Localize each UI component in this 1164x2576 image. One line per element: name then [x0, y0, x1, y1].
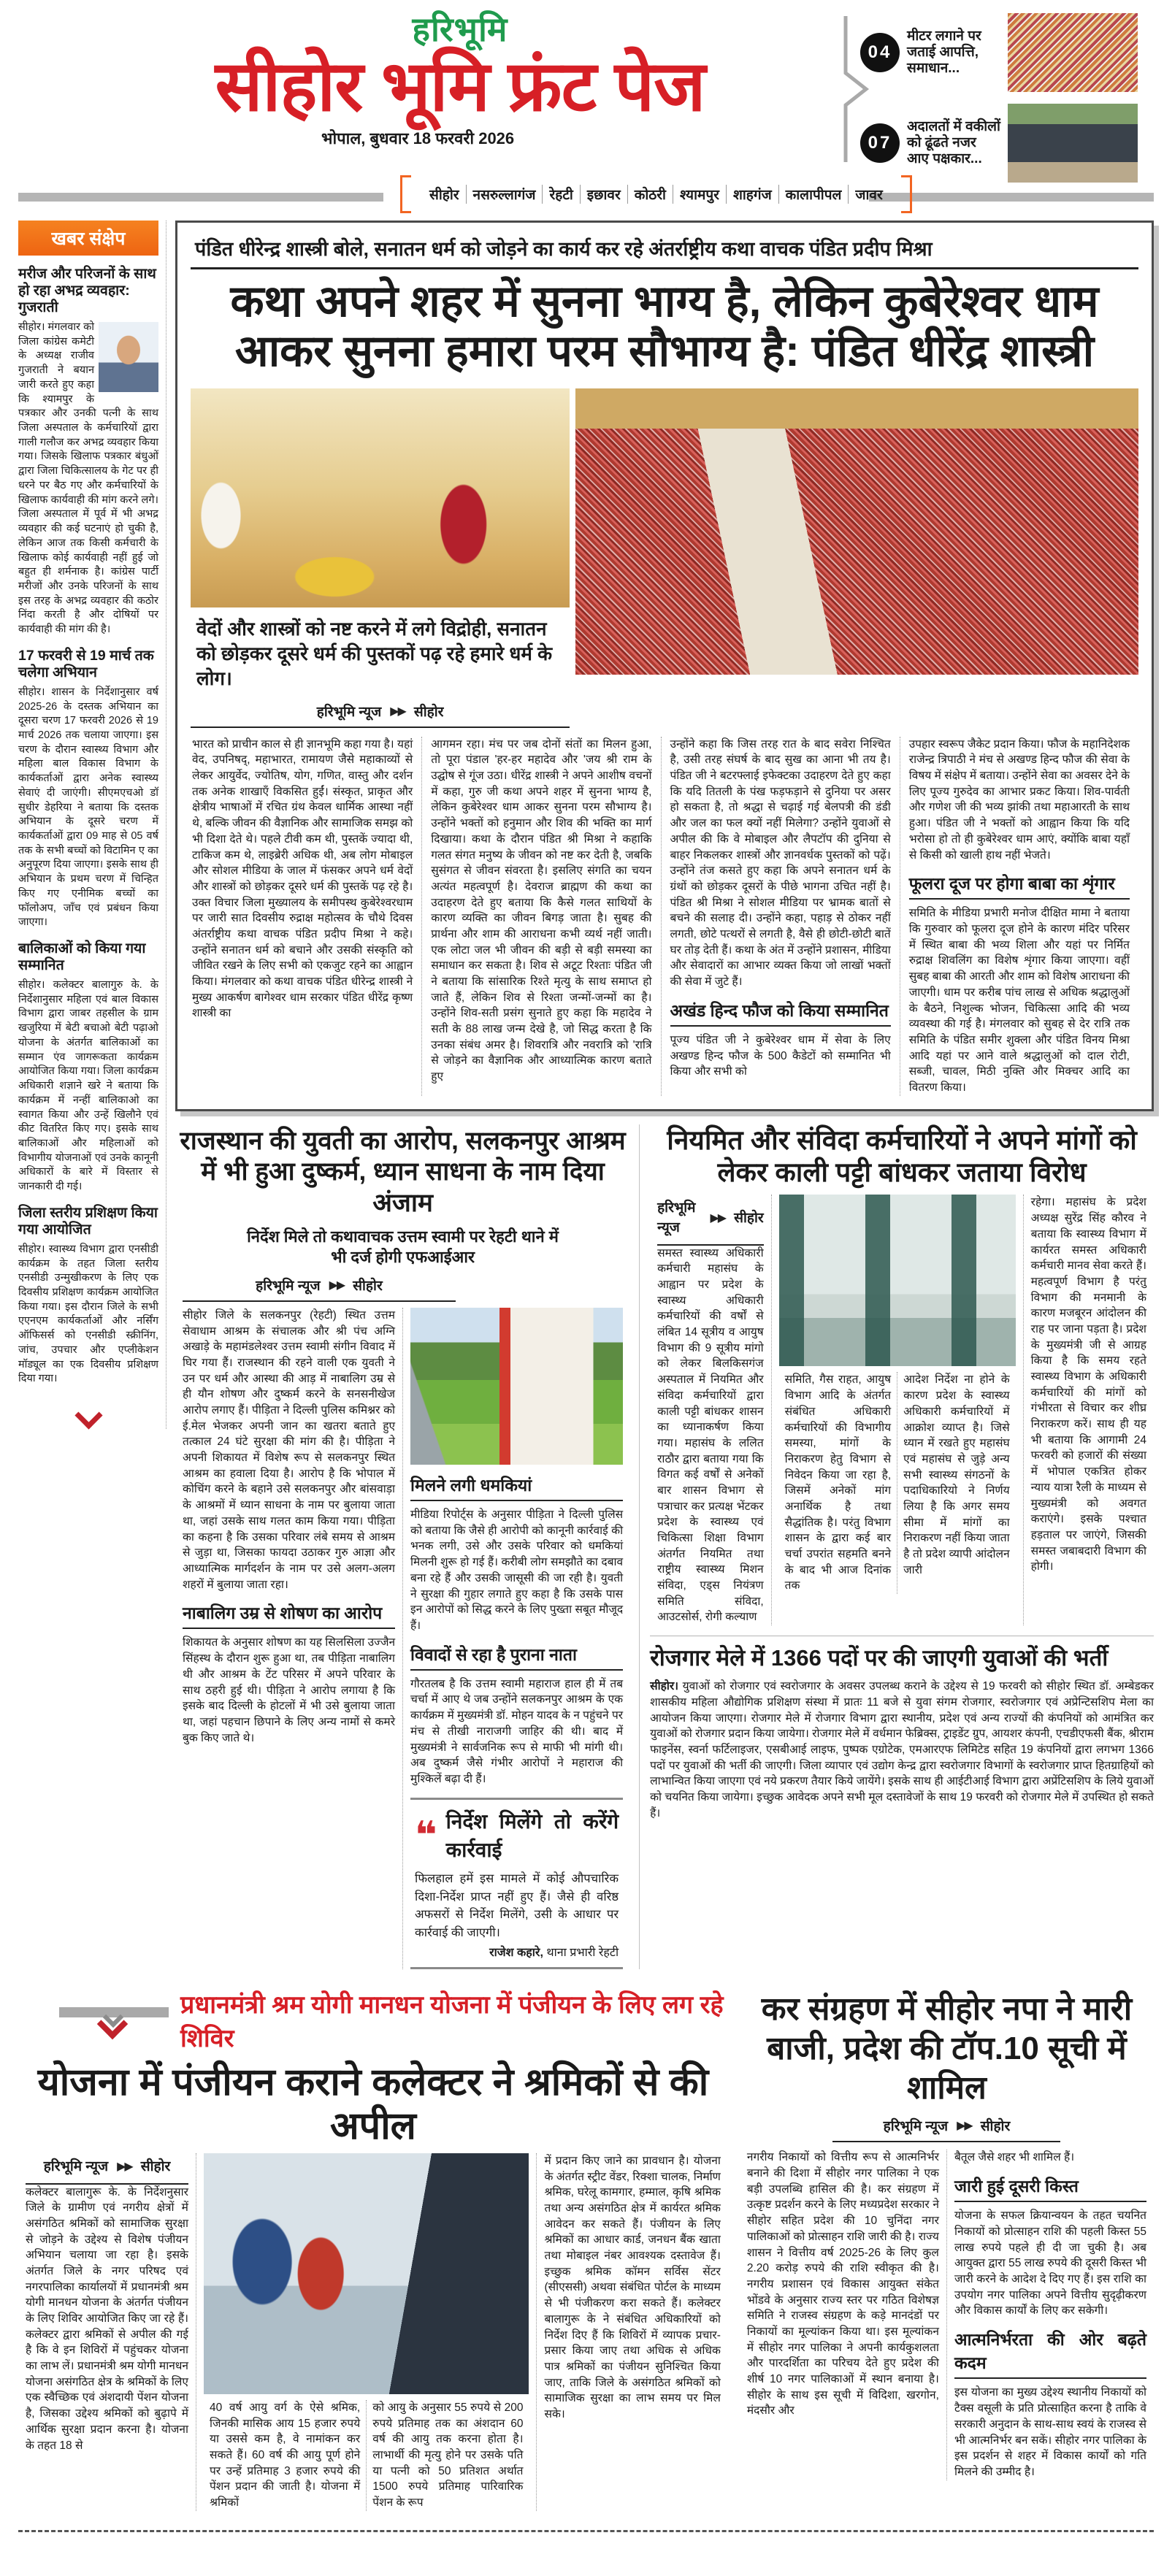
ashram-body-text: शिकायत के अनुसार शोषण का यह सिलसिला उज्जैन सिंहस्थ के दौरान शुरू हुआ था, तब पीड़िता नाबालिग थी और आश्रम के टेंट परिसर में अपने परिवार के साथ ठहरी हुई थी। पीड़िता ने आरोप लगाया है कि इसके बाद दिल्ली के होटलों में भी उसे बुलाया जाता था, जहां पहचान छिपाने के लिए अन्य नामों से कमरे बुक किए जाते थे। — [183, 1636, 396, 1744]
quote-author-role: थाना प्रभारी रेहटी — [546, 1946, 619, 1959]
shram-body-text: में प्रदान किए जाने का प्रावधान है। योजना के अंतर्गत स्ट्रीट वेंडर, रिक्शा चालक, निर्माण श्रमिक, घरेलू कामगार, हम्माल, कृषि श्रमिक तथा अन्य असंगठित क्षेत्र में कार्यरत श्रमिक आवेदन कर सकते हैं। पंजीयन के लिए श्रमिकों का आधार कार्ड, जनधन बैंक खाता तथा मोबाइल नंबर आवश्यक दस्तावेज हैं। इच्छुक श्रमिक कॉमन सर्विस सेंटर (सीएससी) अथवा संबंधित पोर्टल के माध्यम से भी पंजीकरण करा सकते हैं। कलेक्टर बालागुरू के ने संबंधित अधिकारियों को निर्देश दिए हैं कि शिविरों में व्यापक प्रचार-प्रसार किया जाए तथा अधिक से अधिक पात्र श्रमिकों का पंजीयन सुनिश्चित किया जाए, ताकि जिले के असंगठित श्रमिकों को सामाजिक सुरक्षा का लाभ समय पर मिल सके। — [544, 2154, 721, 2420]
byline-agency: हरिभूमि न्यूज — [316, 704, 382, 720]
lead-column-4 — [900, 737, 1138, 1096]
ashram-deck: निर्देश मिले तो कथावाचक उत्तम स्वामी पर रेहटी थाने में भी दर्ज होगी एफआईआर — [247, 1227, 559, 1267]
teaser-photo-lawyers — [1008, 104, 1138, 183]
shram-column-1 — [18, 2153, 196, 2511]
ashram-article — [175, 1124, 640, 1970]
byline-place: सीहोर — [734, 1210, 764, 1226]
lead-subhead-fauj: अखंड हिन्द फौज को किया सम्मानित — [670, 999, 891, 1027]
shram-strip-headline: प्रधानमंत्री श्रम योगी मानधन योजना में पंजीयन के लिए लग रहे शिविर — [180, 1991, 724, 2053]
lead-column-2 — [421, 737, 660, 1096]
byline-arrows-icon: ▶▶ — [390, 705, 405, 718]
tax-body-text: योजना के सफल क्रियान्वयन के तहत चयनित निकायों को प्रोत्साहन राशि की पहली किस्त 55 लाख रुपये पहले ही दी जा चुकी है। अब आयुक्त द्वारा 55 लाख रुपये की दूसरी किस्त भी जारी करने के आदेश दे दिए गए हैं। इस राशि का उपयोग नगर पालिका अपने वित्तीय सुदृढ़ीकरण और विकास कार्यों के लिए कर सकेगी। — [954, 2209, 1146, 2318]
shram-article — [18, 1987, 728, 2510]
quote-bubbles-icon: ❝ — [415, 1814, 437, 1857]
haribhoomi-mark-icon — [59, 2004, 169, 2036]
lead-subhead-shringar: फूलरा दूज पर होगा बाबा का शृंगार — [909, 872, 1130, 900]
lead-column-3 — [661, 737, 900, 1096]
protest-column-3 — [897, 1372, 1015, 1594]
haribhoomi-mark-icon — [66, 1406, 110, 1429]
bracket-left-icon — [400, 175, 411, 213]
protest-body-text: समिति, गैस राहत, आयुष विभाग आदि के अंतर्गत संबंधित अधिकारी कर्मचारियों की विभागीय समस्या, मांगों के निराकरण हेतु विभाग से निवेदन किया जा रहा है, जिसमें अनेकों मांग अनार्थिक है तथा सैद्धांतिक है। परंतु विभाग शासन के द्वारा कई बार चर्चा उपरांत सहमति बनने के बाद भी आज दिनांक तक — [784, 1373, 892, 1592]
city-item: जावर — [848, 185, 889, 204]
lead-body-text: उपहार स्वरूप जैकेट प्रदान किया। फौज के महानिदेशक राजेन्द्र त्रिपाठी ने मंच से अखण्ड हिन्द फौज की सेवा के विषय में संक्षेप में बताया। उन्होंने सेवा का अवसर देने के लिए पूज्य गुरुदेव का आभार प्रकट किया। शिव-पार्वती और गणेश जी की भव्य झांकी तथा महाआरती के साथ हुआ। पंडित जी ने भक्तों को आह्वान किया कि यदि भरोसा हो तो ही कुबेरेश्वर धाम आएं, क्योंकि बाबा यहाँ से किसी को खाली हाथ नहीं भेजते। — [908, 737, 1130, 862]
city-item: नसरुल्लागंज — [466, 185, 543, 204]
edition-dateline: भोपाल, बुधवार 18 फरवरी 2026 — [321, 129, 515, 147]
ashram-body-text: गौरतलब है कि उत्तम स्वामी महाराज हाल ही में तब चर्चा में आए थे जब उन्होंने सलकनपुर आश्रम के एक कार्यक्रम में मुख्यमंत्री डॉ. मोहन यादव के न पहुंचने पर मंच से तीखी नाराजगी जाहिर की थी। बाद में मुख्यमंत्री ने सार्वजनिक रूप से माफी भी मांगी थी। अब दुष्कर्म जैसे गंभीर आरोपों ने महाराज की मुश्किलें बढ़ा दी हैं। — [410, 1677, 624, 1785]
protest-body-text: आदेश निर्देश ना होने के कारण प्रदेश के स्वास्थ्य अधिकारी कर्मचारियों में आक्रोश व्याप्त है। जिसे ध्यान में रखते हुए महासंघ एवं महासंघ से जुड़े अन्य सभी स्वास्थ्य संगठनों के पदाधिकारियो ने निर्णय लिया है कि अगर समय सीमा में मांगों का निराकरण नहीं किया जाता है तो प्रदेश व्यापी आंदोलन जारी — [903, 1373, 1010, 1576]
brand-block — [157, 6, 763, 149]
brief-title: बालिकाओं को किया गया सम्मानित — [18, 940, 146, 974]
byline-agency: हरिभूमि न्यूज — [43, 2158, 109, 2174]
city-item: श्यामपुर — [673, 185, 726, 204]
byline-arrows-icon: ▶▶ — [710, 1211, 726, 1224]
jobfair-article — [650, 1636, 1154, 1821]
brief-item — [18, 266, 158, 637]
teaser-item — [860, 104, 1152, 183]
page-teasers — [860, 13, 1152, 194]
quote-text: फिलहाल हमें इस मामले में कोई औपचारिक दिशा-निर्देश प्राप्त नहीं हुए हैं। जैसे ही वरिष्ठ अफसरों से निर्देश मिलेंगे, उसी के आधार पर कार्रवाई की जाएगी। — [415, 1871, 619, 1940]
byline — [832, 2112, 1060, 2142]
shram-camp-photo — [204, 2153, 529, 2394]
ashram-column-2 — [402, 1308, 630, 1969]
page-number-badge: 04 — [860, 33, 900, 72]
brief-body: सीहोर। कलेक्टर बालागुरु के. के निर्देशानुसार महिला एवं बाल विकास विभाग द्वारा जाबर तहसील के ग्राम खजुरिया में बेटी बचाओ बेटी पढ़ाओ योजना के अंतर्गत बालिकाओं का सम्मान एंव जागरूकता कार्यक्रम आयोजित किया गया। जिला कार्यक्रम अधिकारी शज्ञाने खरे ने बताया कि कार्यक्रम में नन्हीं बालिकाओ का स्वागत किया और उन्हें खिलौने एवं कीट वितरित किए गए। इसके साथ बालिकाओं और महिलाओं को विभागीय योजनाओं एवं उनके कानूनी अधिकारों के बारे में विस्तार से जानकारी दी गई। — [18, 979, 158, 1193]
brief-title: मरीज और परिजनों के साथ हो रहा अभद्र व्यवहार: गुजराती — [18, 266, 156, 315]
city-list — [418, 185, 894, 204]
lead-article — [175, 221, 1154, 1111]
byline — [26, 2153, 188, 2185]
portrait-photo — [99, 322, 158, 392]
protest-column-middle — [771, 1195, 1023, 1625]
shram-column-3 — [366, 2400, 529, 2511]
lead-stage-photo — [191, 388, 570, 607]
tax-column-1 — [740, 2150, 946, 2480]
bracket-right-icon — [901, 175, 912, 213]
shram-headline: योजना में पंजीयन कराने कलेक्टर ने श्रमिकों से की अपील — [37, 2061, 709, 2148]
official-quote-box — [410, 1798, 623, 1970]
news-brief-sidebar — [18, 221, 166, 1429]
jobfair-body-text: युवाओं को रोजगार एवं स्वरोजगार के अवसर उपलब्ध कराने के उद्देश्य से 19 फरवरी को सीहोर स्थित डॉ. अम्बेडकर शासकीय महिला औद्योगिक प्रशिक्षण संस्था में प्रातः 11 बजे से युवा संगम रोजगार, स्वरोजगार एवं अप्रेन्टिसशिप मेला का आयोजन किया जाएगा। रोजगार मेले में रोजगार विभाग द्वारा स्थानीय, प्रदेश एवं अन्य राज्यों की कंपनियों को आमंत्रित कर युवाओं को रोजगार प्रदान किया जायेगा। रोजगार मेले में वर्धमान फेब्रिक्स, ट्राइडेंट ग्रुप, आयशर कंपनी, एचडीएफसी बैंक, श्रीराम फाइनेंस, स्वर्ना फर्टिलाइजर, एसबीआई लाइफ, पुष्पक एग्रोटेक, एमआरएफ लिमिटेड सहित 19 कंपनियों द्वारा लगभग 1366 पदों पर युवाओं की भर्ती की जाएगी। जिला व्यापार एवं उद्योग केन्द्र द्वारा स्वरोजगार विभागों के स्वरोजगार प्राप्त हितग्राहियों को लाभान्वित किया जाएगा एवं नये प्रकरण तैयार किये जायेंगे। इसके साथ ही आईटीआई विभाग द्वारा अप्रेंटिसशिप के लिये युवाओं को चयनित किया जायेगा। इच्छुक आवेदक अपने सभी मूल दस्तावेजों के साथ 19 फरवरी को रोजगार मेले में उपस्थित हो सकते हैं। — [650, 1680, 1154, 1820]
tax-body-text: इस योजना का मुख्य उद्देश्य स्थानीय निकायों को टैक्स वसूली के प्रति प्रोत्साहित करना है ताकि वे सरकारी अनुदान के साथ-साथ स्वयं के राजस्व से भी आत्मनिर्भर बन सकें। सीहोर नगर पालिका के इस प्रदर्शन से शहर में विकास कार्यों को गति मिलने की उम्मीद है। — [954, 2386, 1146, 2478]
byline — [191, 697, 570, 728]
ashram-subhead-1: नाबालिग उम्र से शोषण का आरोप — [183, 1601, 395, 1629]
tax-body-text: नगरीय निकायों को वित्तीय रूप से आत्मनिर्भर बनाने की दिशा में सीहोर नगर पालिका ने एक बड़ी उपलब्धि हासिल की है। कर संग्रहण में उत्कृष्ट प्रदर्शन करने के लिए मध्यप्रदेश सरकार ने सीहोर सहित प्रदेश की 10 चुनिंदा नगर पालिकाओं को प्रोत्साहन राशि जारी की है। राज्य शासन ने वित्तीय वर्ष 2025-26 के लिए कुल 2.20 करोड़ रुपये की राशि स्वीकृत की है। नगरीय प्रशासन एवं विकास आयुक्त संकेत भोंडवे के अनुसार राज्य स्तर पर गठित विशेषज्ञ समिति ने राजस्व संग्रहण के कड़े मानदंडों पर निकायों का मूल्यांकन किया था। इस मूल्यांकन में सीहोर नगर पालिका ने अपनी कार्यकुशलता और पारदर्शिता का परिचय देते हुए प्रदेश की शीर्ष 10 नगर पालिकाओं में स्थान बनाया है। सीहोर के साथ इस सूची में विदिशा, खरगोन, मंदसौर और — [746, 2151, 939, 2418]
lead-body-text: भारत को प्राचीन काल से ही ज्ञानभूमि कहा गया है। यहां वेद, उपनिषद्, महाभारत, रामायण जैसे महाकाव्यों से लेकर आयुर्वेद, ज्योतिष, योग, गणित, वास्तु और दर्शन तक अनेक शाखाएँ विकसित हुईं। संस्कृत, प्राकृत और क्षेत्रीय भाषाओं में रचित ग्रंथ केवल धार्मिक आस्था नहीं थे, बल्कि जीवन की वैज्ञानिक और सामाजिक समझ को भी दिशा देते थे। पहले टीवी कम थी, पुस्तकें ज्यादा थी, टाकिज कम थे, लाइब्रेरी अधिक थी, अब लोग मोबाइल और सोशल मीडिया के जाल में फंसकर अपने धर्म वेदों और शास्त्रों को छोड़कर दूसरे धर्म की पुस्तकें पढ़ रहे है। उक्त विचार जिला मुख्यालय के समीपस्थ कुबेरेश्वरधाम पर जारी सात दिवसीय रुद्राक्ष महोत्सव के चौथे दिवस अंतर्राष्ट्रीय कथा वाचक पंडित प्रदीप मिश्रा ने कहे। उन्होंने सनातन धर्म को बचाने और उसकी संस्कृति को जीवित रखने के लिए सभी को एकजुट रहने का आह्वान किया। मंगलवार को कथा वाचक पंडित धीरेन्द्र शास्त्री ने मुख्य आकर्षण बागेश्वर धाम सरकार पंडित धीरेंद्र कृष्ण शास्त्री का — [192, 737, 413, 1020]
bottom-dashed-divider — [18, 2530, 1154, 2576]
quote-title: निर्देश मिलेंगे तो करेंगे कार्रवाई — [445, 1809, 619, 1861]
protest-column-4 — [1023, 1195, 1154, 1625]
lead-body-text: पूज्य पंडित जी ने कुबेरेश्वर धाम में सेवा के लिए अखण्ड हिन्द फौज के 500 कैडेटों को सम्मानित भी किया और सभी को — [670, 1033, 891, 1078]
protest-article — [650, 1124, 1154, 1625]
teaser-item — [860, 13, 1152, 92]
byline-place: सीहोर — [413, 704, 444, 720]
shram-column-4 — [536, 2153, 727, 2511]
lead-headline: कथा अपने शहर में सुनना भाग्य है, लेकिन कुबेरेश्वर धाम आकर सुनना हमारा परम सौभाग्य है: पंडित धीरेंद्र शास्त्री — [230, 277, 1099, 376]
brief-title: 17 फरवरी से 19 मार्च तक चलेगा अभियान — [18, 647, 154, 681]
masthead — [0, 0, 1164, 175]
byline — [657, 1195, 764, 1245]
tax-body-text: बैतूल जैसे शहर भी शामिल हैं। — [954, 2151, 1075, 2164]
shram-column-2 — [204, 2400, 366, 2511]
shram-body-text: को आयु के अनुसार 55 रुपये से 200 रुपये प्रतिमाह तक का अंशदान 60 वर्ष की आयु तक करना होता है। लाभार्थी की मृत्यु होने पर उसके पति या पत्नी को 50 प्रतिशत अर्थात 1500 रुपये प्रतिमाह पारिवारिक पेंशन के रूप — [372, 2401, 524, 2510]
quote-author: राजेश कहारे, — [489, 1946, 543, 1959]
tax-article — [740, 1987, 1154, 2510]
ashram-headline: राजस्थान की युवती का आरोप, सलकनपुर आश्रम में भी हुआ दुष्कर्म, ध्यान साधना के नाम दिया अंजाम — [180, 1126, 626, 1218]
brief-item — [18, 940, 158, 1195]
byline-place: सीहोर — [140, 2158, 171, 2174]
byline-agency: हरिभूमि न्यूज — [883, 2119, 949, 2135]
lead-crowd-photo — [575, 388, 1138, 675]
jobfair-body — [650, 1679, 1154, 1821]
ashram-photo — [410, 1308, 623, 1465]
byline-agency: हरिभूमि न्यूज — [256, 1278, 321, 1294]
city-item: शाहगंज — [726, 185, 778, 204]
byline-place: सीहोर — [980, 2119, 1011, 2135]
jobfair-headline: रोजगार मेले में 1366 पदों पर की जाएगी युवाओं की भर्ती — [650, 1645, 1109, 1671]
protest-headline: नियमित और संविदा कर्मचारियों ने अपने मांगों को लेकर काली पट्टी बांधकर जताया विरोध — [667, 1124, 1137, 1188]
byline-place: सीहोर — [353, 1278, 383, 1294]
lead-body-text: आगमन रहा। मंच पर जब दोनों संतों का मिलन हुआ, तो पूरा पंडाल 'हर-हर महादेव और 'जय श्री राम के उद्घोष से गूंज उठा। धीरेंद्र शास्त्री ने अपने आशीष वचनों में कहा, गुरु जी कथा अपने शहर में सुनना भाग्य है, लेकिन कुबेरेश्वर धाम आकर सुनना परम सौभाग्य है। उन्होंने भक्तों को हनुमान और शिव की भक्ति का मार्ग दिखाया। कथा के दौरान पंडित श्री मिश्रा ने कहाकि गलत संगत मनुष्य के जीवन को नष्ट कर देती है, जबकि सुसंगत से जीवन संवरता है। इसलिए संगति का चयन अत्यंत महत्वपूर्ण है। देवराज ब्राह्मण की कथा का उदाहरण देते हुए बताया कि कैसे गलत साथियों के कारण व्यक्ति का जीवन बिगड़ जाता है। सुबह की प्रार्थना और शाम की आराधना कभी व्यर्थ नहीं जाती। एक लोटा जल भी जीवन की बड़ी से बड़ी समस्या का समाधान कर सकता है। शिव से अटूट रिश्ताः पंडित जी ने बताया कि सांसारिक रिश्ते मृत्यु के साथ समाप्त हो जाते हैं, लेकिन शिव से रिश्ता जन्मों-जन्मों का है। उन्होंने शिव-सती प्रसंग सुनाते हुए कहा कि महादेव ने सती के 88 लाख जन्म देखे है, जो सिद्ध करता है कि उनका संबंध अमर है। शिवरात्रि और नवरात्रि को 'रात्रि से जोड़ने का वैज्ञानिक और आध्यात्मिक कारण बताते हुए — [431, 737, 652, 1084]
brief-body: सीहोर। स्वास्थ्य विभाग द्वारा एनसीडी कार्यक्रम के तहत जिला स्तरीय एनसीडी उन्मुखीकरण के लिए एक दिवसीय प्रशिक्षण कार्यक्रम आयोजित किया गया। इस दौरान जिले के सभी एएनएम कार्यकर्ताओं और नर्सिंग ऑफिसर्स को एनसीडी स्क्रीनिंग, जांच, उपचार और एप्लीकेशन मॉड्यूल का एक दिवसीय प्रशिक्षण दिया गया। — [18, 1243, 158, 1385]
brief-body: सीहोर। मंगलवार को जिला कांग्रेस कमेटी के अध्यक्ष राजीव गुजराती ने बयान जारी करते हुए कहा कि श्यामपुर के पत्रकार और उनकी पत्नी के साथ जिला अस्पताल के कर्मचारियों द्वारा गाली गलौज कर अभद्र व्यवहार किया गया। जिसके खिलाफ पत्रकार बंधुओं द्वारा जिला चिकित्सालय के गेट पर ही धरने पर बैठ गए और कर्मचारियों के खिलाफ कार्यवाही की मांग करने लगे। जिला अस्पताल में पूर्व में भी अभद्र व्यवहार की कई घटनाएं हो चुकी है, लेकिन आज तक किसी कर्मचारी के खिलाफ कोई कार्यवाही नहीं हुई जो बहुत ही शर्मनाक है। कांग्रेस पार्टी मरीजों और उनके परिजनों के साथ इस तरह के अभद्र व्यवहार की कठोर निंदा करती है और दोषियों पर कार्यवाही की मांग की है। — [18, 321, 158, 636]
brief-title: जिला स्तरीय प्रशिक्षण किया गया आयोजित — [18, 1204, 158, 1238]
teaser-photo-protest — [1008, 13, 1138, 92]
lead-column-1 — [191, 737, 421, 1096]
protest-group-photo — [779, 1195, 1016, 1366]
byline-arrows-icon: ▶▶ — [117, 2161, 132, 2174]
teaser-text: मीटर लगाने पर जताई आपत्ति, समाधान... — [907, 28, 981, 76]
tax-headline: कर संग्रहण में सीहोर नपा ने मारी बाजी, प्रदेश की टॉप.10 सूची में शामिल — [761, 1991, 1133, 2106]
tax-column-2 — [946, 2150, 1154, 2480]
brand-logo: हरिभूमि — [412, 10, 508, 48]
ashram-subhead-3: विवादों से रहा है पुराना नाता — [410, 1643, 623, 1671]
lead-deck: वेदों और शास्त्रों को नष्ट करने में लगे विद्रोही, सनातन को छोड़कर दूसरे धर्म की पुस्तकों पढ़ रहे हमारे धर्म के लोग। — [196, 617, 553, 690]
city-item: कालापीपल — [778, 185, 849, 204]
city-item: कोठरी — [627, 185, 673, 204]
page-number-badge: 07 — [860, 123, 900, 163]
region-navbar — [0, 175, 1164, 216]
ashram-column-1 — [175, 1308, 402, 1969]
ashram-body-text: मीडिया रिपोर्ट्स के अनुसार पीड़िता ने दिल्ली पुलिस को बताया कि जैसे ही आरोपी को कानूनी कार्रवाई की भनक लगी, उसे और उसके परिवार को धमकियां मिलनी शुरू हो गई हैं। करीबी लोग समझौते का दबाव बना रहे हैं और उसकी जासूसी की जा रही है। युवती ने सुरक्षा की गुहार लगाते हुए कहा है कि उसके पास इन आरोपों को सिद्ध करने के लिए पुख्ता सबूत मौजूद हैं। — [410, 1509, 624, 1632]
lead-kicker: पंडित धीरेन्द्र शास्त्री बोले, सनातन धर्म को जोड़ने का कार्य कर रहे अंतर्राष्ट्रीय कथा वाचक पंडित प्रदीप मिश्रा — [191, 233, 1138, 269]
byline-arrows-icon: ▶▶ — [329, 1279, 345, 1292]
sidebar-header: खबर संक्षेप — [18, 221, 158, 256]
city-item: रेहटी — [542, 185, 579, 204]
teaser-text: अदालतों में वकीलों को ढूंढते नजर आए पक्षकार... — [907, 119, 1000, 166]
divider-bar — [18, 193, 383, 202]
page-title: सीहोर भूमि फ्रंट पेज — [215, 47, 705, 126]
city-item: सीहोर — [429, 188, 459, 203]
teaser-rail-icon — [841, 16, 870, 162]
byline — [183, 1271, 456, 1302]
protest-body-text: रहेगा। महासंघ के प्रदेश अध्यक्ष सुरेंद्र सिंह कौरव ने बताया कि स्वास्थ्य विभाग में कार्यरत समस्त अधिकारी कर्मचारी मानव सेवा करते हैं। महत्वपूर्ण विभाग है परंतु विभाग की मनमानी के कारण मजबूरन आंदोलन की राह पर जाना पड़ता है। प्रदेश के मुख्यमंत्री जी से आग्रह किया है कि समय रहते स्वास्थ्य विभाग के अधिकारी कर्मचारियों की मांगों को गंभीरता से विचार कर शीघ्र निराकरण करें। साथ ही यह भी बताया कि आगामी 24 फरवरी को हजारों की संख्या में भोपाल एकत्रित होकर न्याय यात्रा रैली के माध्यम से मुख्यमंत्री को अवगत कराएंगे। इसके पश्चात हड़ताल पर जाएंगे, जिसकी समस्त जबाबदारी विभाग की होगी। — [1030, 1196, 1146, 1573]
tax-subhead-2: आत्मनिर्भरता की ओर बढ़ते कदम — [954, 2328, 1146, 2379]
shram-body-text: 40 वर्ष आयु वर्ग के ऐसे श्रमिक, जिनकी मासिक आय 15 हजार रुपये या उससे कम है, वे नामांकन कर सकते हैं। 60 वर्ष की आयु पूर्ण होने पर उन्हें प्रतिमाह 3 हजार रुपये की पेंशन प्रदान की जाती है। योजना में श्रमिकों — [209, 2401, 361, 2510]
brief-item — [18, 648, 158, 930]
shram-column-middle — [196, 2153, 537, 2511]
protest-column-1 — [650, 1195, 771, 1625]
jobfair-dateline: सीहोर। — [650, 1680, 679, 1693]
shram-body-text: कलेक्टर बालागुरू के. के निर्देशनुसार जिले के ग्रामीण एवं नगरीय क्षेत्रों में असंगठित श्रमिकों को सामाजिक सुरक्षा से जोड़ने के उद्देश्य से विशेष पंजीयन अभियान चलाया जा रहा है। इसके अंतर्गत जिले के नगर परिषद एवं नगरपालिका कार्यालयों में प्रधानमंत्री श्रम योगी मानधन योजना के अंतर्गत पंजीयन के लिए शिविर आयोजित किए जा रहे हैं। कलेक्टर द्वारा श्रमिकों से अपील की गई है कि वे इन शिविरों में पहुंचकर योजना का लाभ लें। प्रधानमंत्री श्रम योगी मानधन योजना असंगठित क्षेत्र के श्रमिकों के लिए एक स्वैच्छिक एवं अंशदायी पेंशन योजना है, जिसका उद्देश्य श्रमिकों को बुढ़ापे में आर्थिक सुरक्षा प्रदान करना है। योजना के तहत 18 से — [26, 2185, 188, 2452]
protest-column-2 — [779, 1372, 897, 1594]
ashram-body-text: सीहोर जिले के सलकनपुर (रेहटी) स्थित उत्तम सेवाधाम आश्रम के संचालक और श्री पंच अग्नि अखाड़े के महामंडलेश्वर उत्तम स्वामी संगीन विवाद में घिर गया हैं। राजस्थान की रहने वाली एक युवती ने उन पर धर्म और आस्था की आड़ में नाबालिग उम्र से ही यौन शोषण और दुष्कर्म करने के सनसनीखेज आरोप लगाए हैं। पीड़िता ने दिल्ली पुलिस कमिश्नर को ई.मेल भेजकर अपनी जान का खतरा बताते हुए तत्काल 24 घंटे सुरक्षा की मांग की है। पीड़िता ने अपनी शिकायत में विशेष रूप से सलकनपुर स्थित आश्रम का हवाला दिया है। आरोप है कि भोपाल में कोचिंग करने के बहाने उसे सलकनपुर और बांसवाड़ा के आश्रमों में ध्यान साधना के नाम पर बुलाया जाता था, जहां उसके साथ गलत काम किया गया। पीड़िता का कहना है कि उसका परिवार लंबे समय से आश्रम से जुड़ा था, जिसका फायदा उठाकर गुरु आज्ञा और आध्यात्मिक मार्गदर्शन के नाम पर उसे अलग-अलग शहरों में बुलाया जाता रहा। — [183, 1308, 396, 1591]
brief-body: सीहोर। शासन के निर्देशानुसार वर्ष 2025-26 के दस्तक अभियान का दूसरा चरण 17 फरवरी 2026 से 19 मार्च 2026 तक चलाया जाएगा। इस चरण के दौरान स्वास्थ्य विभाग और महिला बाल विकास विभाग के कार्यकर्ताओं द्वारा अनेक स्वास्थ्य सेवाएं दी जाएंगी। सीएमएचओ डॉ सुधीर डेहरिया ने बताया कि दस्तक अभियान के दूसरे चरण में कार्यकर्ताओं द्वारा 09 माह से 05 वर्ष तक के सभी बच्चों को विटामिन ए का अनुपूरण दिया जाएगा। इसके साथ ही अभियान के प्रथम चरण में चिन्हित किए गए एनीमिक बच्चों का फॉलोअप, जाँच एवं प्रबंधन किया जाएगा। — [18, 686, 158, 929]
byline-arrows-icon: ▶▶ — [957, 2120, 972, 2133]
byline-agency: हरिभूमि न्यूज — [657, 1200, 696, 1236]
lead-body-text: समिति के मीडिया प्रभारी मनोज दीक्षित मामा ने बताया कि गुरुवार को फूलरा दूज होने के कारण मंदिर परिसर में स्थित बाबा की भव्य शिला और यहां पर निर्मित रुद्राक्ष शिवलिंग का विशेष शृंगार किया जाएगा। वहीं सुबह बाबा की आरती और शाम को विशेष आराधना की जाएगी। धाम पर करीब पांच लाख से अधिक श्रद्धालुओं के बैठने, निशुल्क भोजन, चिकित्सा आदि की भव्य व्यवस्था की गई है। मंगलवार को सुबह से देर रात्रि तक समिति के पंडित समीर शुक्ला और पंडित विनय मिश्रा आदि यहां पर आने वाले श्रद्धालुओं को दाल रोटी, सब्जी, चावल, मिठी नुक्ति और मिक्चर आदि का वितरण किया। — [908, 907, 1130, 1094]
brief-item — [18, 1205, 158, 1387]
lead-body-text: उन्होंने कहा कि जिस तरह रात के बाद सवेरा निश्चित है, उसी तरह संघर्ष के बाद सुख का आना भी तय है। पंडित जी ने बटरफ्लाई इफेक्टका उदाहरण देते हुए कहा कि यदि तितली के पंख फड़फड़ाने से दुनिया पर असर हो सकता है, तो श्रद्धा से चढ़ाई गई बेलपत्री की डंडी और जल का फल क्यों नहीं मिलेगा? उन्होंने युवाओं से अपील की कि वे मोबाइल और लैपटॉप की दुनिया से बाहर निकलकर शास्त्रों और ज्ञानवर्धक पुस्तकों को पढ़ें। उन्होंने तंज कसते हुए कहा कि अपने सनातन धर्म के ग्रंथों को छोड़कर दूसरों के पीछे भागना उचित नहीं है। पंडित श्री मिश्रा ने सोशल मीडिया पर भ्रामक बातों से बचने की सलाह दी। उन्होंने कहा, पहाड़ से ठोकर नहीं लगती, छोटे पत्थरों से लगती है, वैसे ही छोटी-छोटी बातें घर तोड़ देती हैं। कथा के अंत में उन्होंने प्रशासन, मीडिया और सेवादारों का आभार व्यक्त किया जो लाखों भक्तों की सेवा में जुटे हैं। — [670, 737, 891, 989]
protest-body-text: समस्त स्वास्थ्य अधिकारी कर्मचारी महासंघ के आह्वान पर प्रदेश के स्वास्थ्य अधिकारी कर्मचारियों की वर्षों से लंबित 14 सूत्रीय व आयुष विभाग की 9 सूत्रीय मांगो को लेकर बिलकिसगंज अस्पताल में नियमित और संविदा कर्मचारियों द्वारा काली पट्टी बांधकर शासन का ध्यानाकर्षण किया गया। महासंघ के ललित राठौर द्वारा बताया गया कि विगत कई वर्षों से अनेकों बार शासन विभाग से पत्राचार कर प्रत्यक्ष भेंटकर प्रदेश के स्वास्थ्य एवं चिकित्सा शिक्षा विभाग अंतर्गत नियमित तथा राष्ट्रीय स्वास्थ्य मिशन संविदा, एड्स नियंत्रण समिति संविदा, आउटसोर्स, रोगी कल्याण — [657, 1246, 764, 1624]
quote-attribution — [415, 1945, 619, 1961]
ashram-subhead-2: मिलने लगी धमकियां — [410, 1473, 623, 1501]
city-item: इछावर — [580, 185, 627, 204]
tax-subhead-1: जारी हुई दूसरी किस्त — [954, 2174, 1146, 2202]
